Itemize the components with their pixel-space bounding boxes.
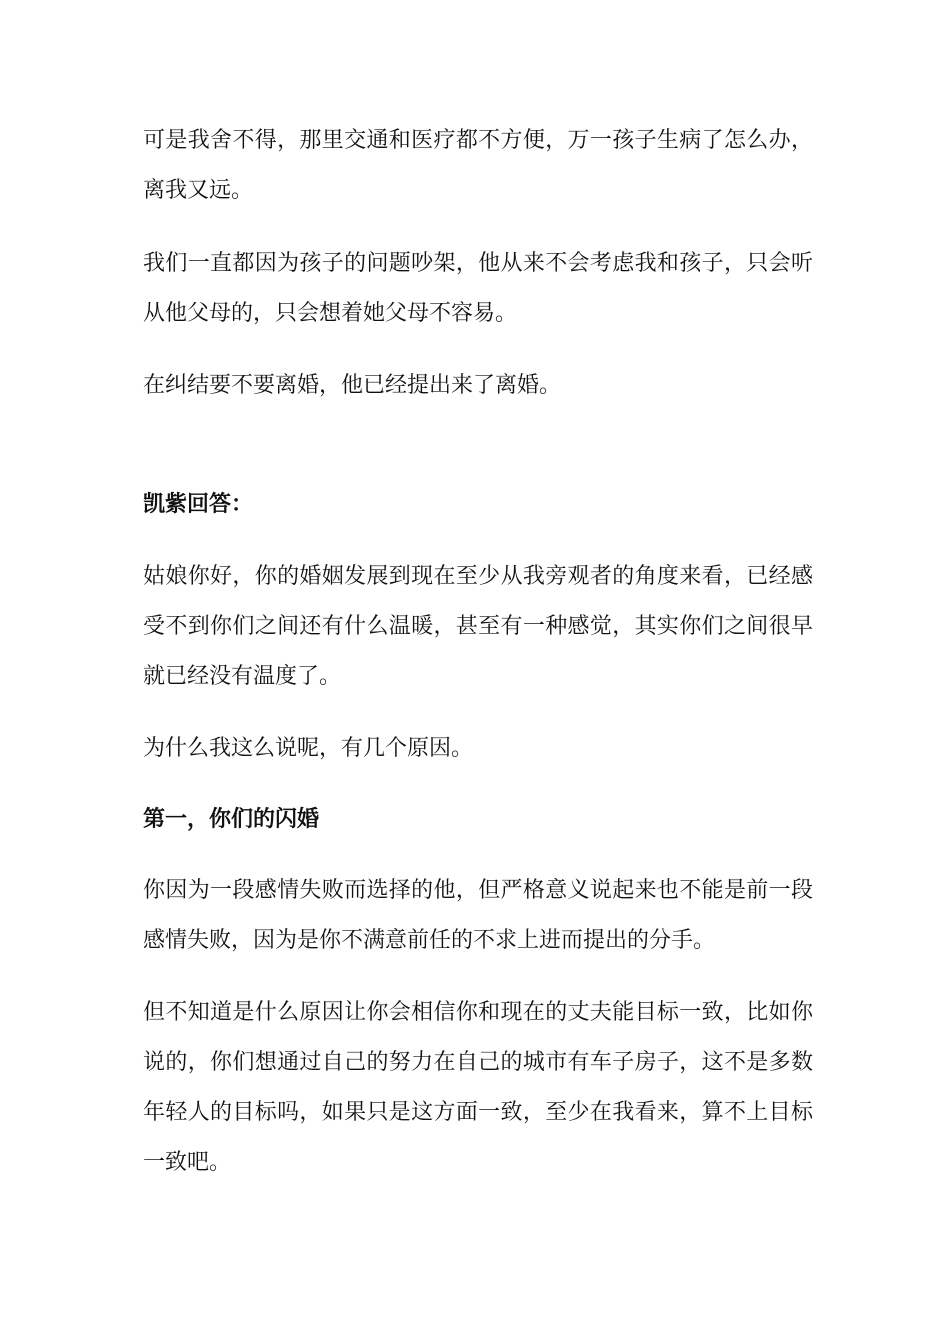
paragraph-reasons: 为什么我这么说呢，有几个原因。 [143,736,474,761]
answer-heading: 凯紫回答： [143,492,254,517]
section-heading-first: 第一，你们的闪婚 [143,807,320,832]
paragraph-divorce: 在纠结要不要离婚，他已经提出来了离婚。 [143,373,562,398]
paragraph-goals: 但不知道是什么原因让你会相信你和现在的丈夫能目标一致，比如你说的，你们想通过自己的努力在自己的城市有车子房子，这不是多数年轻人的目标吗，如果只是这方面一致，至少在我看来，算不上目标一致吧。 [143,1000,813,1175]
paragraph-greeting: 姑娘你好，你的婚姻发展到现在至少从我旁观者的角度来看，已经感受不到你们之间还有什么温暖，甚至有一种感觉，其实你们之间很早就已经没有温度了。 [143,564,813,689]
paragraph-failed-relationship: 你因为一段感情失败而选择的他，但严格意义说起来也不能是前一段感情失败，因为是你不满意前任的不求上进而提出的分手。 [143,878,813,953]
paragraph-arguments: 我们一直都因为孩子的问题吵架，他从来不会考虑我和孩子，只会听从他父母的，只会想着她父母不容易。 [143,251,813,326]
paragraph-worry-distance: 可是我舍不得，那里交通和医疗都不方便，万一孩子生病了怎么办，离我又远。 [143,128,813,203]
